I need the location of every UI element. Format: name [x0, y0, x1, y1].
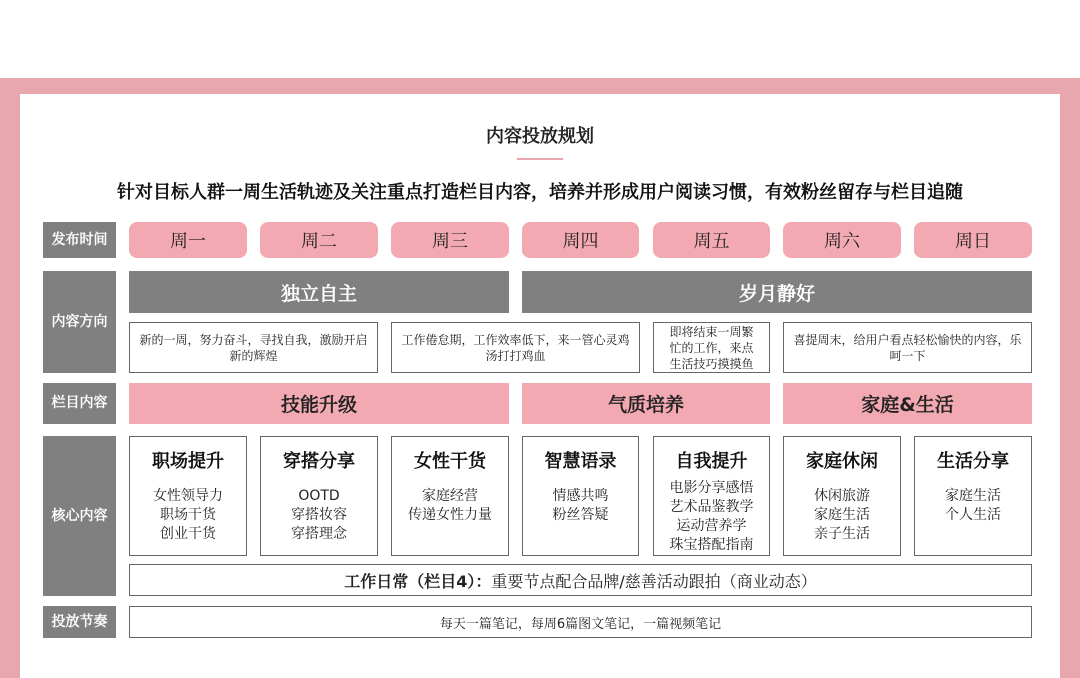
card-item: 粉丝答疑 — [552, 507, 609, 523]
card-title: 智慧语录 — [544, 451, 617, 472]
card-title: 女性干货 — [414, 451, 486, 472]
direction-serene: 岁月静好 — [522, 271, 1032, 313]
card-title: 生活分享 — [937, 451, 1009, 472]
row-label-direction: 内容方向 — [43, 271, 116, 373]
day-sunday: 周日 — [914, 222, 1032, 258]
page-title: 内容投放规划 — [486, 126, 594, 147]
card-item: 艺术品鉴教学 — [669, 499, 754, 515]
card-item: 传递女性力量 — [408, 507, 492, 523]
direction-independent: 独立自主 — [129, 271, 509, 313]
column-temperament: 气质培养 — [522, 383, 770, 424]
card-title: 家庭休闲 — [806, 451, 878, 472]
card-title: 职场提升 — [152, 451, 224, 472]
day-saturday: 周六 — [783, 222, 901, 258]
day-wednesday: 周三 — [391, 222, 509, 258]
card-title: 自我提升 — [675, 451, 748, 472]
day-tuesday: 周二 — [260, 222, 378, 258]
card-self-improvement — [653, 436, 770, 556]
card-item: 珠宝搭配指南 — [669, 537, 754, 553]
row-label-rhythm: 投放节奏 — [43, 606, 116, 638]
direction-desc-monday: 新的一周，努力奋斗，寻找自我，激励开启新的辉煌 — [129, 322, 378, 373]
card-women-tips — [391, 436, 509, 556]
card-item: 休闲旅游 — [814, 488, 870, 504]
daily-work-label: 工作日常（栏目4）： — [344, 571, 492, 591]
direction-desc-friday: 即将结束一周繁忙的工作，来点生活技巧摸摸鱼 — [653, 322, 770, 373]
row-label-core-content: 核心内容 — [43, 436, 116, 596]
card-item: 电影分享感悟 — [669, 480, 754, 496]
card-item: 运动营养学 — [676, 518, 747, 534]
day-friday: 周五 — [653, 222, 770, 258]
page-subtitle: 针对目标人群一周生活轨迹及关注重点打造栏目内容，培养并形成用户阅读习惯，有效粉丝留存与栏目追随 — [117, 182, 963, 203]
row-label-publish-time: 发布时间 — [43, 222, 116, 258]
card-item: 情感共鸣 — [552, 488, 609, 504]
card-item: 职场干货 — [160, 507, 216, 523]
card-item: 个人生活 — [945, 507, 1001, 523]
row-label-column-content: 栏目内容 — [43, 383, 116, 424]
card-title: 穿搭分享 — [283, 451, 355, 472]
day-thursday: 周四 — [522, 222, 639, 258]
daily-work-text: 重要节点配合品牌/慈善活动跟拍（商业动态） — [491, 571, 817, 591]
daily-work-row — [129, 564, 1032, 596]
card-item: 亲子生活 — [814, 526, 870, 542]
column-skill-upgrade: 技能升级 — [129, 383, 509, 424]
card-life-sharing — [914, 436, 1032, 556]
title-underline — [517, 158, 563, 160]
card-item: 穿搭妆容 — [291, 507, 347, 523]
card-item: 创业干货 — [160, 526, 216, 542]
day-monday: 周一 — [129, 222, 247, 258]
card-outfit — [260, 436, 378, 556]
card-quotes — [522, 436, 639, 556]
rhythm-text: 每天一篇笔记，每周6篇图文笔记，一篇视频笔记 — [129, 606, 1032, 638]
card-item: 穿搭理念 — [291, 526, 347, 542]
direction-desc-weekend: 喜提周末，给用户看点轻松愉快的内容，乐呵一下 — [783, 322, 1032, 373]
card-item: 女性领导力 — [153, 488, 223, 504]
card-item: 家庭生活 — [814, 507, 870, 523]
card-workplace — [129, 436, 247, 556]
card-item: 家庭经营 — [422, 488, 478, 504]
card-item: 家庭生活 — [945, 488, 1001, 504]
direction-desc-wednesday: 工作倦怠期，工作效率低下，来一管心灵鸡汤打打鸡血 — [391, 322, 640, 373]
card-family-leisure — [783, 436, 901, 556]
card-item: OOTD — [298, 488, 340, 504]
column-family-life: 家庭&生活 — [783, 383, 1032, 424]
